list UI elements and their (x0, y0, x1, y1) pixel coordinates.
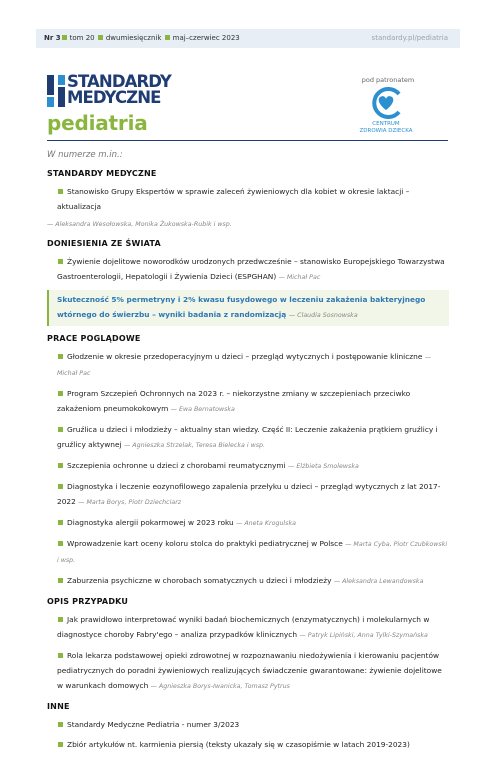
patron-name-line-2: ZDROWIA DZIECKA (359, 128, 413, 134)
issue-frequency: dwumiesięcznik (105, 34, 162, 42)
article-title: Jak prawidłowo interpretować wyniki badań biochemicznych (enzymatycznych) i molekularnych w diagnostyce choroby Fabry'ego – analiza przypadków klinicznych (57, 615, 430, 639)
article-title: Stanowisko Grupy Ekspertów w sprawie zaleceń żywieniowych dla kobiet w okresie laktacji – aktualizacja (57, 187, 410, 211)
logo-s-icon (47, 75, 65, 107)
separator-square (98, 35, 103, 40)
article-authors: — Agnieszka Strzelak, Teresa Bielecka i wsp. (123, 442, 266, 449)
article-title: Rola lekarza podstawowej opieki zdrowotnej w rozpoznawaniu niedożywienia i kierowaniu pacjentów pediatrycznych do poradni żywieniowych realizujących świadczenie gwarantowane: żywienie dojelitowe w warunkach domowych (57, 651, 442, 690)
article-title: Gruźlica u dzieci i młodzieży – aktualny stan wiedzy. Część II: Leczenie zakażenia prątkiem gruźlicy i gruźlicy aktywnej (57, 425, 438, 449)
article-item[interactable] (47, 422, 449, 453)
article-title: Skuteczność 5% permetryny i 2% kwasu fusydowego w leczeniu zakażenia bakteryjnego wtórnego do świerzbu – wyniki badania z randomizacją (57, 295, 426, 319)
separator-square (165, 35, 170, 40)
article-item[interactable] (47, 386, 449, 417)
article-item[interactable] (47, 737, 449, 752)
article-item[interactable] (47, 479, 449, 510)
article-title: Zaburzenia psychiczne w chorobach somatycznych u dzieci i młodzieży (67, 576, 332, 585)
logo-line-1: STANDARDY (67, 72, 171, 91)
article-item[interactable] (47, 717, 449, 732)
article-authors: — Agnieszka Borys-Iwanicka, Tomasz Pytrus (150, 683, 290, 690)
article-item[interactable] (47, 349, 449, 381)
article-authors: — Aleksandra Lewandowska (333, 578, 424, 585)
bullet-square-icon (58, 578, 63, 583)
article-title: Program Szczepień Ochronnych na 2023 r. – niekorzystne zmiany w szczepieniach przeciwko zakażeniom pneumokokowym (57, 389, 411, 413)
header-divider (47, 140, 448, 141)
bullet-square-icon (58, 427, 63, 432)
bullet-square-icon (58, 617, 63, 622)
article-title: Głodzenie w okresie przedoperacyjnym u dzieci – przegląd wytycznych i postępowanie kliniczne (67, 352, 423, 361)
issue-number: Nr 3 (44, 34, 61, 42)
article-authors: — Aneta Krogulska (236, 520, 296, 527)
article-title: Diagnostyka alergii pokarmowej w 2023 roku (67, 518, 234, 527)
article-item[interactable] (47, 515, 449, 531)
article-title: Diagnostyka i leczenie eozynofilowego zapalenia przełyku u dzieci – przegląd wytycznych z lat 2017-2022 (57, 482, 441, 506)
standardy-medyczne-logo (47, 72, 197, 107)
article-authors: — Marta Borys, Piotr Dziechciarz (78, 499, 182, 506)
article-authors: — Aleksandra Wesołowska, Monika Żukowska-Rubik i wsp. (47, 221, 232, 228)
site-url[interactable]: standardy.pl/pediatria (371, 34, 448, 42)
article-title: Zbiór artykułów nt. karmienia piersią (teksty ukazały się w czasopiśmie w latach 2019-2023) (67, 740, 410, 749)
article-authors: — Marta Cyba, Piotr Czubkowski i wsp. (57, 541, 448, 564)
article-title: Żywienie dojelitowe noworodków urodzonych przedwcześnie – stanowisko Europejskiego Towarzystwa Gastroenterologii, Hepatologii i Żywienia Dzieci (ESPGHAN) (57, 257, 445, 281)
bullet-square-icon (58, 259, 63, 264)
contents-intro: W numerze m.in.: (47, 150, 123, 160)
bullet-square-icon (58, 463, 63, 468)
patron-name-line-1: CENTRUM (372, 121, 400, 127)
article-authors: — Patryk Lipiński, Anna Tylki-Szymańska (299, 632, 428, 639)
journal-subtitle: pediatria (47, 111, 148, 135)
article-item[interactable] (47, 254, 449, 285)
article-authors: — Claudia Sosnowska (288, 312, 358, 319)
logo-wordmark (67, 74, 171, 106)
bullet-square-icon (58, 722, 63, 727)
issue-bar (36, 29, 460, 48)
article-authors: — Michał Pac (278, 274, 321, 281)
article-item[interactable] (47, 536, 449, 568)
issue-info (44, 29, 240, 48)
bullet-square-icon (58, 520, 63, 525)
patron-name (350, 121, 422, 135)
logo-line-2: MEDYCZNE (67, 88, 161, 107)
bullet-square-icon (58, 189, 63, 194)
bullet-square-icon (58, 391, 63, 396)
issue-volume: tom 20 (69, 34, 95, 42)
bullet-square-icon (58, 541, 63, 546)
highlighted-article[interactable] (47, 290, 449, 326)
article-title: Standardy Medyczne Pediatria - numer 3/2023 (67, 720, 240, 729)
bullet-square-icon (58, 653, 63, 658)
section-title-standardy: STANDARDY MEDYCZNE (47, 169, 157, 178)
section-title-opis-przypadku: OPIS PRZYPADKU (47, 597, 129, 606)
article-item[interactable] (47, 573, 449, 589)
article-authors: — Elżbieta Smolewska (288, 463, 359, 470)
bullet-square-icon (58, 354, 63, 359)
article-title: Wprowadzenie kart oceny koloru stolca do praktyki pediatrycznej w Polsce (67, 539, 343, 548)
article-item[interactable] (47, 184, 449, 214)
article-authors: — Ewa Bernatowska (170, 406, 235, 413)
article-title: Szczepienia ochronne u dzieci z chorobami reumatycznymi (67, 461, 286, 470)
article-item[interactable] (47, 458, 449, 474)
section-title-inne: INNE (47, 702, 70, 711)
article-item[interactable] (47, 648, 449, 694)
section-title-doniesienia: DONIESIENIA ZE ŚWIATA (47, 239, 161, 248)
bullet-square-icon (58, 742, 63, 747)
contents (47, 150, 449, 757)
patron-label: pod patronatem (361, 76, 415, 84)
article-authors: — Michał Pac (57, 354, 432, 377)
bullet-square-icon (58, 484, 63, 489)
separator-square (62, 35, 67, 40)
section-title-prace: PRACE POGLĄDOWE (47, 334, 141, 343)
article-item[interactable] (47, 612, 449, 643)
centrum-zdrowia-dziecka-logo-icon (366, 86, 406, 120)
issue-period: maj–czerwiec 2023 (172, 34, 240, 42)
